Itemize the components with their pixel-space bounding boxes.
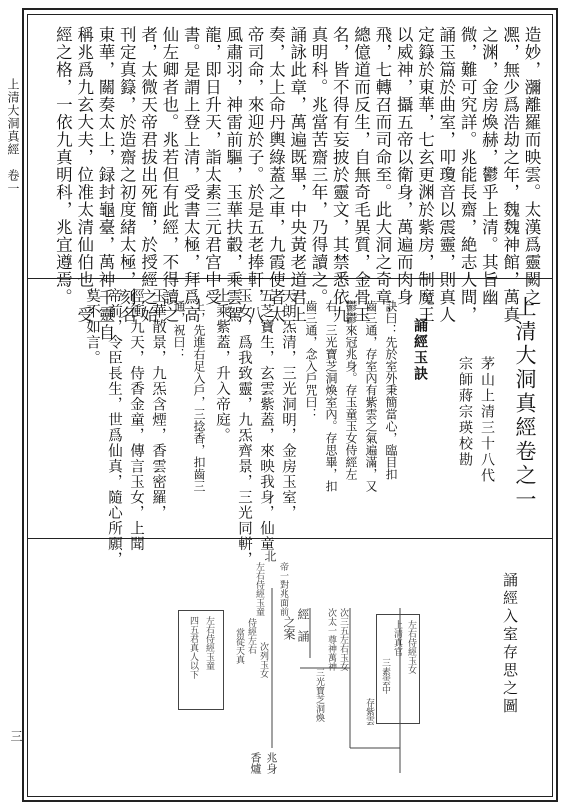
diagram-north-note: 帝一對兆面前 bbox=[278, 562, 288, 616]
incantation-column: 天朗炁清，三光洞明，金房玉室， bbox=[280, 288, 296, 521]
page-number: 三 bbox=[9, 730, 23, 742]
diagram-centre-label-3: 誦 bbox=[296, 630, 310, 642]
preface-column: 真明科。兆當苦齋三年，乃得讀之。 bbox=[309, 26, 328, 306]
preface-column: 書。是謂上登上清，受書太極，拜爲高 bbox=[181, 26, 201, 324]
running-head: 上清大洞真經 卷一 bbox=[6, 78, 20, 195]
incantation-column: 訣曰：先於室外秉簡當心，臨目扣 bbox=[384, 300, 398, 480]
preface-column: 總億道而反生，自無奇毛異質，金骨玉 bbox=[351, 26, 371, 324]
preface-column: 者，太微天帝君拔出死簡，於授經之始 bbox=[138, 26, 158, 324]
incantation-column: 玉女，爲我致靈，九炁齊景，三光同軿， bbox=[236, 288, 252, 567]
diagram-centre-label-2: 經 bbox=[296, 608, 310, 620]
right-notes-3: 三光寶芝洞煥 bbox=[314, 668, 324, 722]
right-box-label-4: 存紫雲 bbox=[364, 698, 374, 725]
author-line-editor: 宗師蔣宗瑛校勘 bbox=[457, 356, 473, 468]
left-inner-note-3: 次列玉女 bbox=[258, 642, 268, 678]
left-box-label: 左右侍經玉童 bbox=[204, 616, 214, 670]
incantation-column: 通，祝曰： bbox=[172, 300, 186, 360]
preface-column: 之渊，金房煥赫，鬱乎上清。其旨幽 bbox=[479, 26, 499, 306]
preface-column: 東華，關奏太上，録封龜臺，萬神千靈自 bbox=[96, 26, 115, 341]
incantation-column: 齒三通，存室內有紫雲之氣遍滿，又 bbox=[364, 300, 378, 492]
preface-column: 經之格，一依九真明科，兆宜遵焉。 bbox=[53, 26, 73, 306]
left-attendant-box bbox=[178, 610, 224, 710]
preface-column: 名，皆不得有妄披於靈文，其禁悉依九 bbox=[330, 26, 350, 324]
preface-column: 誦玉篇於曲室，叩瓊音以震靈，則真人 bbox=[436, 26, 456, 324]
preface-column: 風肅羽，神雷前驅，玉華扶轂，乘雲駕 bbox=[223, 26, 243, 324]
preface-column: 定籙於東華，七玄更渊於紫房，制魔王 bbox=[415, 26, 435, 324]
preface-column: 以威神，攝五帝以衛身，萬遍而肉身 bbox=[394, 26, 414, 306]
incantation-column: 五芝寶生，玄雲紫蓋，來映我身，仙童 bbox=[258, 288, 274, 552]
preface-column: 仙左卿者也。兆若但有此經，不得讀之 bbox=[159, 26, 179, 324]
incantation-column: 莫不如言。 bbox=[84, 288, 100, 366]
preface-column: 奏，太上命丹輿綠蓋之車，九霞使者太 bbox=[266, 26, 286, 324]
right-box-label: 左右侍經玉女 bbox=[406, 620, 416, 674]
left-box-label-2: 四五君真人以下 bbox=[188, 616, 198, 679]
incantation-column: 帝前，令臣長生，世爲仙真，隨心所願， bbox=[106, 288, 122, 567]
incantation-column: 鬱鬱來冠兆身。存玉童玉女侍經左 bbox=[344, 300, 358, 480]
preface-column: 刊定真籙，於造齋之初度緒太極，刻名 bbox=[117, 26, 137, 324]
right-box-label-3: 三素雲中 bbox=[380, 658, 390, 694]
incantation-column: 上，先進右足入戶，三捻香，扣齒三 bbox=[192, 300, 206, 492]
preface-column: 稱兆爲九玄大夫，位准太清仙伯也。受 bbox=[74, 26, 94, 324]
incantation-column: 徑衝九天，侍香金童，傳言玉女，上聞 bbox=[128, 288, 144, 552]
preface-column: 凞，無少爲浩劫之年，魏魏神館，萬真 bbox=[500, 26, 520, 324]
incantation-column: 齒三通，念入戶咒曰： bbox=[304, 300, 318, 420]
meditation-diagram bbox=[150, 548, 480, 788]
right-box-label-2: 上清真官 bbox=[392, 620, 402, 656]
preface-column: 微，難可究詳。兆能長齋，絶志人間， bbox=[458, 26, 478, 324]
diagram-bottom-label-2: 香爐 bbox=[249, 752, 262, 774]
diagram-north-label: 北 bbox=[263, 550, 277, 562]
diagram-north-note-2: 左右侍經玉童 bbox=[254, 562, 264, 616]
incantation-column: 右，三光寶芝洞煥室內。存思畢，扣 bbox=[324, 300, 338, 492]
diagram-title: 誦經入室存思之圖 bbox=[501, 572, 519, 716]
diagram-bottom-label: 兆身 bbox=[265, 752, 278, 774]
preface-column: 飛，七轉召而司命至。此大洞之奇章， bbox=[372, 26, 392, 324]
incantation-column: 玉華散景，九炁含煙，香雲密羅， bbox=[150, 288, 166, 521]
author-line-lineage: 茅山上清三十八代 bbox=[479, 356, 495, 484]
diagram-centre-label: 之案 bbox=[282, 616, 296, 640]
preface-column: 誦詠此章，萬遍既畢，中央黃老道君上 bbox=[287, 26, 307, 324]
section-title: 誦經玉訣 bbox=[412, 318, 428, 382]
preface-column: 龍，即日升天，詣太素三元君宫中受 bbox=[202, 26, 222, 306]
right-notes-2: 次太一尊神萬神 bbox=[326, 608, 336, 671]
right-notes-1: 次三五左右玉女 bbox=[338, 608, 348, 671]
book-title: 上清大洞真經卷之一 bbox=[513, 296, 537, 512]
preface-column: 帝司命，來迎於子。於是五老捧軒，八 bbox=[245, 26, 265, 324]
left-inner-note-2: 當從天真 bbox=[234, 628, 244, 664]
incantation-column: 上乘紫蓋，升入帝庭。 bbox=[214, 288, 230, 443]
left-inner-note-1: 侍經左右 bbox=[246, 618, 256, 654]
preface-column: 造妙，瀰離羅而映雲。太漢爲靈闕之 bbox=[522, 26, 541, 306]
